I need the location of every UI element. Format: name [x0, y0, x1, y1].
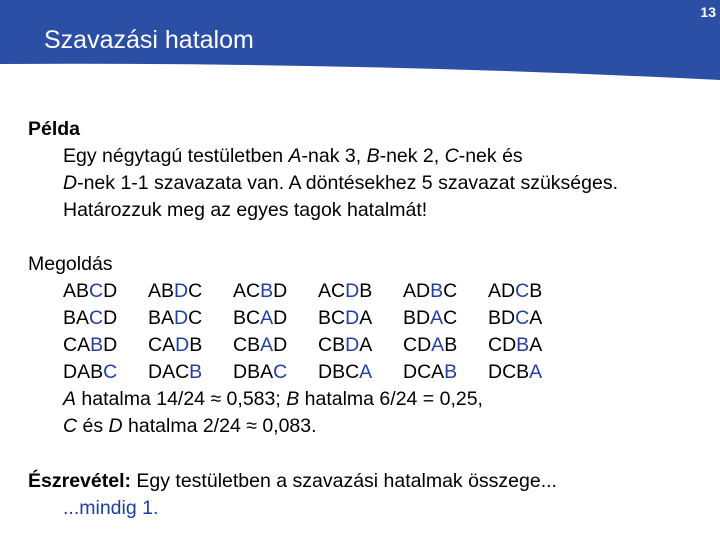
permutation-suffix: A	[359, 307, 373, 329]
pivotal-voter: B	[430, 280, 444, 302]
italic-variable: D	[108, 415, 123, 437]
permutation-cell	[318, 305, 403, 332]
permutation-prefix: AB	[63, 280, 90, 302]
permutation-suffix: B	[189, 361, 203, 383]
title-banner	[0, 0, 720, 80]
permutation-cell	[63, 278, 148, 305]
permutation-prefix: CD	[488, 334, 517, 356]
page-number: 13	[700, 4, 716, 20]
permutation-cell	[318, 332, 403, 359]
pivotal-voter: D	[174, 280, 189, 302]
permutation-suffix: B	[444, 334, 458, 356]
example-section	[28, 116, 618, 224]
permutation-cell	[233, 278, 318, 305]
observation-line	[28, 468, 557, 495]
text-segment: Egy négytagú testületben	[63, 145, 289, 167]
permutation-suffix: C	[188, 280, 203, 302]
italic-variable: B	[366, 145, 380, 167]
permutation-prefix: CB	[233, 334, 261, 356]
permutation-cell	[318, 278, 403, 305]
pivotal-voter: A	[260, 307, 274, 329]
permutation-suffix: B	[189, 334, 203, 356]
permutation-suffix: D	[273, 334, 288, 356]
permutation-suffix: A	[359, 361, 373, 383]
permutation-row	[63, 359, 573, 386]
text-segment: -nek 1-1 szavazata van. A döntésekhez 5 szavazat szükséges.	[77, 172, 618, 194]
pivotal-voter: D	[345, 280, 360, 302]
permutation-cell	[488, 332, 573, 359]
solution-section	[28, 251, 573, 440]
permutation-suffix: A	[359, 334, 373, 356]
permutation-cell	[148, 305, 233, 332]
italic-variable: C	[444, 145, 459, 167]
result-line-1	[28, 386, 573, 413]
permutation-cell	[148, 332, 233, 359]
text-segment: -nak 3,	[301, 145, 367, 167]
permutation-prefix: BA	[63, 307, 90, 329]
example-line-1	[28, 143, 618, 170]
permutation-cell	[403, 305, 488, 332]
permutation-suffix: D	[103, 307, 118, 329]
permutation-prefix: BC	[233, 307, 261, 329]
permutation-prefix: DBC	[318, 361, 360, 383]
permutation-suffix: A	[529, 307, 543, 329]
italic-variable: C	[63, 415, 78, 437]
pivotal-voter: B	[90, 334, 104, 356]
pivotal-voter: B	[260, 280, 274, 302]
permutation-prefix: DCA	[403, 361, 445, 383]
pivotal-voter: A	[431, 334, 445, 356]
text-segment: -nek 2,	[379, 145, 445, 167]
text-segment: hatalma 2/24 ≈ 0,083.	[122, 415, 317, 437]
pivotal-voter: D	[345, 307, 360, 329]
permutation-prefix: AC	[318, 280, 346, 302]
observation-label: Észrevétel:	[28, 470, 131, 492]
permutation-prefix: DAB	[63, 361, 104, 383]
text-segment: hatalma 14/24 ≈ 0,583;	[76, 388, 287, 410]
pivotal-voter: C	[515, 307, 530, 329]
permutation-prefix: AB	[148, 280, 175, 302]
text-segment: -nek és	[458, 145, 523, 167]
permutation-suffix: B	[529, 280, 543, 302]
permutation-prefix: AC	[233, 280, 261, 302]
permutation-suffix: B	[444, 361, 458, 383]
example-heading: Példa	[28, 118, 81, 140]
italic-variable: A	[288, 145, 302, 167]
observation-text: Egy testületben a szavazási hatalmak összege...	[130, 470, 557, 492]
pivotal-voter: D	[175, 334, 190, 356]
permutation-cell	[63, 359, 148, 386]
permutation-cell	[488, 305, 573, 332]
permutation-prefix: BC	[318, 307, 346, 329]
pivotal-voter: C	[89, 280, 104, 302]
pivotal-voter: B	[516, 334, 530, 356]
permutation-suffix: D	[273, 280, 288, 302]
permutation-cell	[233, 332, 318, 359]
permutation-cell	[318, 359, 403, 386]
permutation-prefix: BD	[403, 307, 431, 329]
permutation-suffix: C	[188, 307, 203, 329]
pivotal-voter: D	[345, 334, 360, 356]
permutation-prefix: DCB	[488, 361, 530, 383]
permutation-cell	[148, 278, 233, 305]
pivotal-voter: D	[174, 307, 189, 329]
permutation-prefix: BA	[148, 307, 175, 329]
permutation-table	[63, 278, 573, 386]
permutation-prefix: CB	[318, 334, 346, 356]
italic-variable: A	[63, 388, 77, 410]
permutation-suffix: C	[103, 361, 118, 383]
permutation-suffix: C	[273, 361, 288, 383]
permutation-row	[63, 332, 573, 359]
permutation-prefix: AD	[403, 280, 431, 302]
permutation-cell	[63, 305, 148, 332]
permutation-suffix: D	[273, 307, 288, 329]
observation-answer: ...mindig 1.	[63, 497, 159, 519]
permutation-suffix: C	[443, 307, 458, 329]
permutation-cell	[488, 359, 573, 386]
solution-heading: Megoldás	[28, 253, 113, 275]
italic-variable: D	[63, 172, 78, 194]
permutation-prefix: CD	[403, 334, 432, 356]
permutation-cell	[63, 332, 148, 359]
permutation-prefix: BD	[488, 307, 516, 329]
permutation-cell	[148, 359, 233, 386]
italic-variable: B	[286, 388, 300, 410]
permutation-prefix: DBA	[233, 361, 274, 383]
example-line-3	[28, 197, 618, 224]
pivotal-voter: A	[260, 334, 274, 356]
permutation-suffix: A	[529, 334, 543, 356]
permutation-cell	[233, 359, 318, 386]
permutation-suffix: C	[443, 280, 458, 302]
slide-title: Szavazási hatalom	[44, 26, 254, 54]
permutation-suffix: B	[359, 280, 373, 302]
permutation-prefix: CA	[63, 334, 91, 356]
pivotal-voter: A	[430, 307, 444, 329]
permutation-suffix: A	[529, 361, 543, 383]
permutation-cell	[403, 278, 488, 305]
text-segment: hatalma 6/24 = 0,25,	[299, 388, 483, 410]
text-segment: és	[77, 415, 109, 437]
example-line-2	[28, 170, 618, 197]
permutation-suffix: D	[103, 334, 118, 356]
observation-section	[28, 468, 557, 522]
permutation-prefix: DAC	[148, 361, 190, 383]
permutation-row	[63, 278, 573, 305]
permutation-suffix: D	[103, 280, 118, 302]
pivotal-voter: C	[515, 280, 530, 302]
text-segment: Határozzuk meg az egyes tagok hatalmát!	[63, 199, 428, 221]
permutation-cell	[403, 359, 488, 386]
permutation-row	[63, 305, 573, 332]
permutation-prefix: CA	[148, 334, 176, 356]
permutation-prefix: AD	[488, 280, 516, 302]
pivotal-voter: C	[89, 307, 104, 329]
permutation-cell	[233, 305, 318, 332]
permutation-cell	[488, 278, 573, 305]
permutation-cell	[403, 332, 488, 359]
result-line-2	[28, 413, 573, 440]
